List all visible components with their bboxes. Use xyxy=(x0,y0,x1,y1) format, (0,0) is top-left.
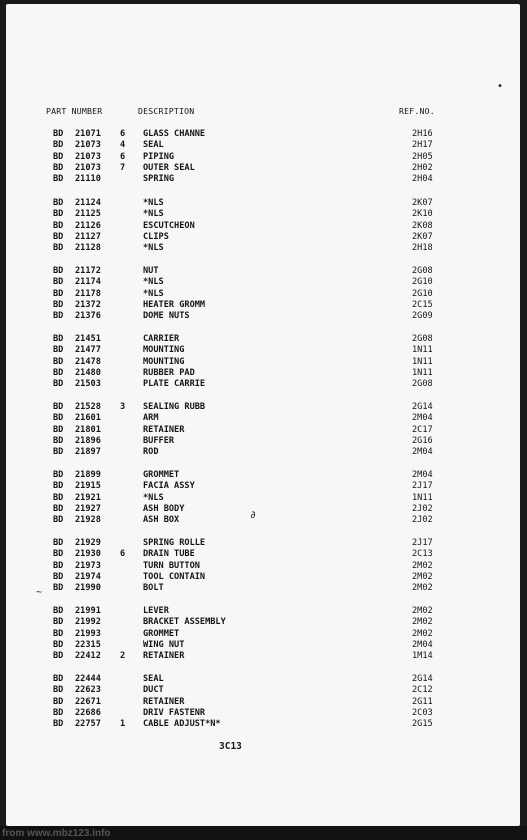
part-qty: 2 xyxy=(120,651,126,662)
part-description: GLASS CHANNE xyxy=(143,129,206,139)
part-number: 21990 xyxy=(75,583,101,594)
table-row xyxy=(0,538,527,549)
part-prefix: BD xyxy=(53,424,64,435)
part-number: 21073 xyxy=(75,162,101,173)
table-row xyxy=(0,504,527,515)
part-number: 21178 xyxy=(75,288,101,299)
part-number: 21073 xyxy=(75,140,101,151)
table-row xyxy=(0,368,527,379)
table-row xyxy=(0,140,527,151)
part-prefix: BD xyxy=(53,379,64,390)
part-number: 22444 xyxy=(75,674,101,684)
part-qty: 7 xyxy=(120,162,126,173)
part-description: BUFFER xyxy=(143,435,175,446)
table-row xyxy=(0,685,527,696)
table-row xyxy=(0,345,527,356)
table-row xyxy=(0,606,527,617)
part-ref-no: 2M04 xyxy=(412,639,433,650)
part-prefix: BD xyxy=(53,617,64,628)
table-row xyxy=(0,311,527,322)
part-ref-no: 2C12 xyxy=(412,685,433,696)
part-prefix: BD xyxy=(53,685,64,696)
part-description: *NLS xyxy=(143,209,164,220)
part-qty: 4 xyxy=(120,140,126,151)
part-description: DRIV FASTENR xyxy=(143,707,206,718)
part-prefix: BD xyxy=(53,515,64,526)
part-ref-no: 2H02 xyxy=(412,162,433,173)
part-prefix: BD xyxy=(53,266,64,276)
table-row xyxy=(0,640,527,651)
part-prefix: BD xyxy=(53,503,64,514)
part-prefix: BD xyxy=(53,174,64,185)
part-prefix: BD xyxy=(53,549,64,560)
part-ref-no: 1N11 xyxy=(412,367,433,378)
part-description: DRAIN TUBE xyxy=(143,549,195,560)
part-ref-no: 2G10 xyxy=(412,288,433,299)
table-row xyxy=(0,402,527,413)
part-number: 21974 xyxy=(75,571,101,582)
table-row xyxy=(0,198,527,209)
table-row xyxy=(0,719,527,730)
part-number: 21899 xyxy=(75,470,101,480)
part-description: RETAINER xyxy=(143,696,185,707)
part-description: CABLE ADJUST*N* xyxy=(143,719,221,730)
part-number: 21172 xyxy=(75,266,101,276)
part-number: 21915 xyxy=(75,481,101,492)
table-row xyxy=(0,436,527,447)
part-prefix: BD xyxy=(53,356,64,367)
part-number: 21503 xyxy=(75,379,101,390)
part-ref-no: 2M02 xyxy=(412,617,433,628)
part-ref-no: 2K10 xyxy=(412,209,433,220)
part-number: 21897 xyxy=(75,447,101,458)
table-row xyxy=(0,243,527,254)
part-number: 21376 xyxy=(75,311,101,322)
part-description: GROMMET xyxy=(143,628,180,639)
part-number: 21127 xyxy=(75,231,101,242)
part-number: 21991 xyxy=(75,606,101,616)
part-qty: 6 xyxy=(120,151,126,162)
table-row xyxy=(0,470,527,481)
part-description: ROD xyxy=(143,447,159,458)
part-qty: 6 xyxy=(120,129,126,139)
part-description: HEATER GROMM xyxy=(143,299,206,310)
part-ref-no: 1N11 xyxy=(412,492,433,503)
part-ref-no: 2M04 xyxy=(412,470,433,480)
part-description: MOUNTING xyxy=(143,345,185,356)
part-description: PIPING xyxy=(143,151,175,162)
part-ref-no: 2G14 xyxy=(412,402,433,412)
part-number: 21372 xyxy=(75,299,101,310)
part-qty: 1 xyxy=(120,719,126,730)
part-ref-no: 2G11 xyxy=(412,696,433,707)
part-prefix: BD xyxy=(53,220,64,231)
part-description: SEALING RUBB xyxy=(143,402,206,412)
part-ref-no: 2C15 xyxy=(412,299,433,310)
table-row xyxy=(0,583,527,594)
part-prefix: BD xyxy=(53,345,64,356)
table-row xyxy=(0,232,527,243)
part-number: 21601 xyxy=(75,413,101,424)
part-description: *NLS xyxy=(143,288,164,299)
part-prefix: BD xyxy=(53,151,64,162)
part-number: 21928 xyxy=(75,515,101,526)
part-number: 21896 xyxy=(75,435,101,446)
part-prefix: BD xyxy=(53,299,64,310)
part-description: ESCUTCHEON xyxy=(143,220,195,231)
part-description: BOLT xyxy=(143,583,164,594)
table-row xyxy=(0,379,527,390)
part-number: 21126 xyxy=(75,220,101,231)
part-ref-no: 1M14 xyxy=(412,651,433,662)
part-ref-no: 2M02 xyxy=(412,560,433,571)
part-prefix: BD xyxy=(53,639,64,650)
part-description: RETAINER xyxy=(143,651,185,662)
part-ref-no: 2H17 xyxy=(412,140,433,151)
part-ref-no: 2K07 xyxy=(412,198,433,208)
part-ref-no: 2J02 xyxy=(412,515,433,526)
part-ref-no: 2M02 xyxy=(412,571,433,582)
part-description: CLIPS xyxy=(143,231,169,242)
table-row xyxy=(0,481,527,492)
part-ref-no: 2M02 xyxy=(412,628,433,639)
part-description: CARRIER xyxy=(143,334,180,344)
part-prefix: BD xyxy=(53,413,64,424)
part-description: OUTER SEAL xyxy=(143,162,195,173)
table-row xyxy=(0,163,527,174)
part-description: TURN BUTTON xyxy=(143,560,200,571)
part-description: RETAINER xyxy=(143,424,185,435)
part-number: 21477 xyxy=(75,345,101,356)
part-prefix: BD xyxy=(53,288,64,299)
part-ref-no: 2G08 xyxy=(412,334,433,344)
part-prefix: BD xyxy=(53,481,64,492)
part-number: 21071 xyxy=(75,129,101,139)
part-number: 21929 xyxy=(75,538,101,548)
part-number: 21480 xyxy=(75,367,101,378)
part-description: GROMMET xyxy=(143,470,180,480)
part-prefix: BD xyxy=(53,492,64,503)
part-prefix: BD xyxy=(53,674,64,684)
part-number: 21174 xyxy=(75,277,101,288)
table-row xyxy=(0,334,527,345)
part-number: 22412 xyxy=(75,651,101,662)
part-number: 22671 xyxy=(75,696,101,707)
part-ref-no: 2G15 xyxy=(412,719,433,730)
table-row xyxy=(0,697,527,708)
part-description: SPRING ROLLE xyxy=(143,538,206,548)
table-row xyxy=(0,266,527,277)
part-ref-no: 2J17 xyxy=(412,481,433,492)
part-prefix: BD xyxy=(53,209,64,220)
part-qty: 6 xyxy=(120,549,126,560)
column-header-description: DESCRIPTION xyxy=(138,106,195,116)
scan-mark: • xyxy=(497,81,504,92)
part-description: WING NUT xyxy=(143,639,185,650)
part-number: 21801 xyxy=(75,424,101,435)
part-description: LEVER xyxy=(143,606,169,616)
table-row xyxy=(0,572,527,583)
part-description: DOME NUTS xyxy=(143,311,190,322)
part-description: DUCT xyxy=(143,685,164,696)
table-row xyxy=(0,152,527,163)
part-prefix: BD xyxy=(53,719,64,730)
part-description: *NLS xyxy=(143,277,164,288)
part-prefix: BD xyxy=(53,435,64,446)
table-row xyxy=(0,651,527,662)
part-description: TOOL CONTAIN xyxy=(143,571,206,582)
part-description: SEAL xyxy=(143,674,164,684)
part-ref-no: 1N11 xyxy=(412,345,433,356)
part-prefix: BD xyxy=(53,470,64,480)
part-ref-no: 1N11 xyxy=(412,356,433,367)
part-number: 21927 xyxy=(75,503,101,514)
part-prefix: BD xyxy=(53,606,64,616)
part-prefix: BD xyxy=(53,277,64,288)
table-row xyxy=(0,413,527,424)
part-prefix: BD xyxy=(53,447,64,458)
part-number: 21110 xyxy=(75,174,101,185)
part-description: PLATE CARRIE xyxy=(143,379,206,390)
part-description: NUT xyxy=(143,266,159,276)
part-ref-no: 2M04 xyxy=(412,447,433,458)
table-row xyxy=(0,277,527,288)
part-description: SEAL xyxy=(143,140,164,151)
part-prefix: BD xyxy=(53,571,64,582)
part-description: *NLS xyxy=(143,492,164,503)
part-description: BRACKET ASSEMBLY xyxy=(143,617,226,628)
page-code: 3C13 xyxy=(219,741,242,752)
part-number: 21528 xyxy=(75,402,101,412)
part-ref-no: 2J02 xyxy=(412,503,433,514)
part-number: 21921 xyxy=(75,492,101,503)
part-prefix: BD xyxy=(53,140,64,151)
part-number: 21992 xyxy=(75,617,101,628)
part-number: 21451 xyxy=(75,334,101,344)
part-ref-no: 2H16 xyxy=(412,129,433,139)
part-ref-no: 2K07 xyxy=(412,231,433,242)
part-prefix: BD xyxy=(53,311,64,322)
part-number: 21124 xyxy=(75,198,101,208)
part-description: MOUNTING xyxy=(143,356,185,367)
part-ref-no: 2M04 xyxy=(412,413,433,424)
part-description: ARM xyxy=(143,413,159,424)
part-description: *NLS xyxy=(143,243,164,254)
part-prefix: BD xyxy=(53,583,64,594)
part-ref-no: 2H04 xyxy=(412,174,433,185)
table-row xyxy=(0,425,527,436)
table-row xyxy=(0,289,527,300)
column-header-ref-no: REF.NO. xyxy=(399,106,435,116)
footer-watermark: from www.mbz123.info xyxy=(2,828,111,839)
part-ref-no: 2M02 xyxy=(412,583,433,594)
part-number: 21128 xyxy=(75,243,101,254)
part-ref-no: 2H05 xyxy=(412,151,433,162)
scan-mark: ~ xyxy=(36,587,43,598)
part-ref-no: 2G16 xyxy=(412,435,433,446)
scan-mark: ∂ xyxy=(250,510,257,521)
part-number: 21125 xyxy=(75,209,101,220)
part-number: 22686 xyxy=(75,707,101,718)
part-ref-no: 2G09 xyxy=(412,311,433,322)
part-description: RUBBER PAD xyxy=(143,367,195,378)
part-prefix: BD xyxy=(53,696,64,707)
table-row xyxy=(0,493,527,504)
part-ref-no: 2G10 xyxy=(412,277,433,288)
table-row xyxy=(0,515,527,526)
part-ref-no: 2J17 xyxy=(412,538,433,548)
part-prefix: BD xyxy=(53,707,64,718)
part-prefix: BD xyxy=(53,243,64,254)
column-header-part-number: PART NUMBER xyxy=(46,106,103,116)
part-prefix: BD xyxy=(53,198,64,208)
part-ref-no: 2G14 xyxy=(412,674,433,684)
part-number: 22757 xyxy=(75,719,101,730)
part-ref-no: 2H18 xyxy=(412,243,433,254)
part-prefix: BD xyxy=(53,538,64,548)
table-row xyxy=(0,221,527,232)
part-number: 21973 xyxy=(75,560,101,571)
part-ref-no: 2K08 xyxy=(412,220,433,231)
part-number: 21073 xyxy=(75,151,101,162)
part-prefix: BD xyxy=(53,651,64,662)
table-row xyxy=(0,357,527,368)
part-number: 21478 xyxy=(75,356,101,367)
part-prefix: BD xyxy=(53,231,64,242)
table-row xyxy=(0,549,527,560)
table-row xyxy=(0,617,527,628)
part-prefix: BD xyxy=(53,628,64,639)
table-row xyxy=(0,708,527,719)
part-ref-no: 2M02 xyxy=(412,606,433,616)
part-ref-no: 2C17 xyxy=(412,424,433,435)
part-number: 21930 xyxy=(75,549,101,560)
table-row xyxy=(0,674,527,685)
part-description: *NLS xyxy=(143,198,164,208)
part-description: ASH BOX xyxy=(143,515,180,526)
table-row xyxy=(0,300,527,311)
part-description: SPRING xyxy=(143,174,175,185)
table-row xyxy=(0,174,527,185)
part-ref-no: 2G08 xyxy=(412,266,433,276)
part-prefix: BD xyxy=(53,334,64,344)
table-row xyxy=(0,629,527,640)
part-description: FACIA ASSY xyxy=(143,481,195,492)
part-prefix: BD xyxy=(53,560,64,571)
part-number: 21993 xyxy=(75,628,101,639)
part-ref-no: 2C13 xyxy=(412,549,433,560)
table-row xyxy=(0,561,527,572)
part-number: 22623 xyxy=(75,685,101,696)
part-ref-no: 2C03 xyxy=(412,707,433,718)
table-row xyxy=(0,129,527,140)
part-qty: 3 xyxy=(120,402,126,412)
table-row xyxy=(0,447,527,458)
part-description: ASH BODY xyxy=(143,503,185,514)
part-prefix: BD xyxy=(53,162,64,173)
part-ref-no: 2G08 xyxy=(412,379,433,390)
table-row xyxy=(0,209,527,220)
part-prefix: BD xyxy=(53,402,64,412)
part-prefix: BD xyxy=(53,367,64,378)
part-prefix: BD xyxy=(53,129,64,139)
part-number: 22315 xyxy=(75,639,101,650)
